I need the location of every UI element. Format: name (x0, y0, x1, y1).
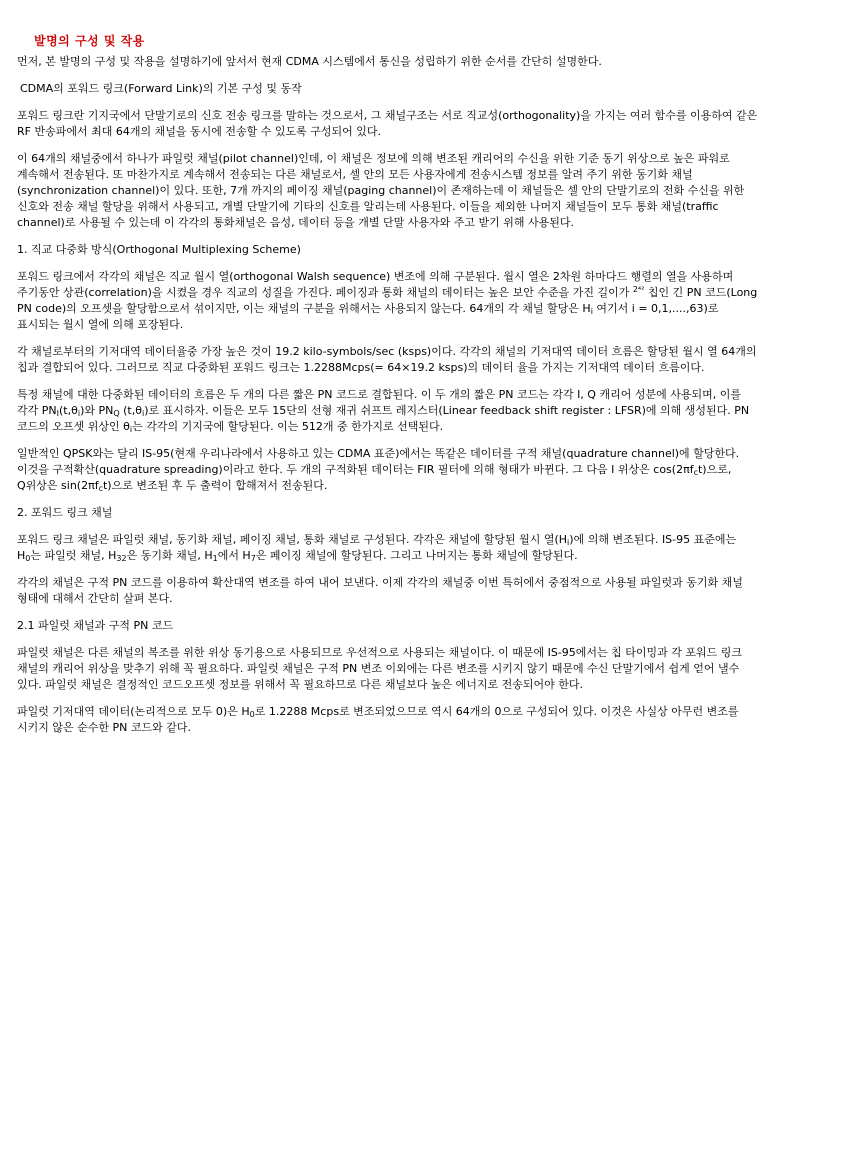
paragraph-quadrature-spreading: 일반적인 QPSK와는 달리 IS-95(현재 우리나라에서 사용하고 있는 CDMA 표준)에서는 똑같은 데이터를 구적 채널(quadrature channel)에 할당한다. 이것을 구적확산(quadrature spreading)이라고 한다. 두 개의 구적화된 데이터는 FIR 필터에 의해 형태가 바뀐다. 그 다음 I 위상은 $\cos(2\pi f_ct)$으로, Q위상은 $\sin(2\pi f_ct)$으로 변조된 후 두 출력이 합해져서 전송된다. (17, 447, 740, 493)
paragraph-data-rate: 각 채널로부터의 기저대역 데이터율중 가장 높은 것이 19.2 kilo-symbols/sec (ksps)이다. 각각의 채널의 기저대역 데이터 흐름은 할당된 월시 열 64개의 칩과 결합되어 있다. 그러므로 직교 다중화된 포워드 링크는 1.2288Mcps(= 64×19.2 ksps)의 데이터 율을 가지는 기저대역 데이터 흐름이다. (17, 345, 757, 374)
paragraph-intro: 먼저, 본 발명의 구성 및 작용을 설명하기에 앞서서 현재 CDMA 시스템에서 통신을 성립하기 위한 순서를 간단히 설명한다. (17, 55, 602, 68)
subheading-forward-link: CDMA의 포워드 링크(Forward Link)의 기본 구성 및 동작 (20, 82, 302, 95)
paragraph-channel-assignment: 포워드 링크 채널은 파일럿 채널, 동기화 채널, 페이징 채널, 통화 채널로 구성된다. 각각은 채널에 할당된 월시 열$(H_i)$에 의해 변조된다. IS-95 표준에는 $H_0$는 파일럿 채널, $H_{32}$은 동기화 채널, $H_1$에서 $H_7$은 페이징 채널에 할당된다. 그리고 나머지는 통화 채널에 할당된다. (17, 533, 737, 563)
paragraph-pn-codes: 특정 채널에 대한 다중화된 데이터의 흐름은 두 개의 다른 짧은 PN 코드로 결합된다. 이 두 개의 짧은 PN 코드는 각각 I, Q 캐리어 성분에 사용되며, 이를 각각 $PN_I(t,\theta_i)$와 $PN_Q$ $(t,\theta_i)$로 표시하자. 이들은 모두 15단의 선형 재귀 쉬프트 레지스터(Linear feedback shift register : LFSR)에 의해 생성된다. PN 코드의 오프셋 위상인 $\theta_i$는 각각의 기지국에 할당된다. 이는 512개 중 한가지로 선택된다. (17, 388, 750, 434)
section-heading: 발명의 구성 및 작용 (34, 34, 145, 48)
paragraph-spread-spectrum: 각각의 채널은 구적 PN 코드를 이용하여 확산대역 변조를 하여 내어 보낸다. 이제 각각의 채널중 이번 특허에서 중점적으로 사용될 파일럿과 동기화 채널 형태에 대해서 간단히 살펴 본다. (17, 576, 743, 605)
subheading-forward-link-channels: 2. 포워드 링크 채널 (17, 506, 113, 519)
subheading-orthogonal-multiplexing: 1. 직교 다중화 방식(Orthogonal Multiplexing Scheme) (17, 243, 301, 256)
paragraph-channels: 이 64개의 채널중에서 하나가 파일럿 채널(pilot channel)인데, 이 채널은 정보에 의해 변조된 캐리어의 수신을 위한 기준 동기 위상으로 높은 파워로 계속해서 전송된다. 또 마찬가지로 계속해서 전송되는 다른 채널로서, 셀 안의 모든 사용자에게 전송시스템 정보를 알려 주기 위한 동기화 채널(synchronization channel)이 있다. 또한, 7개 까지의 페이징 채널(paging channel)이 존재하는데 이 채널들은 셀 안의 단말기로의 전화 수신을 위한 신호와 전송 채널 할당을 위해서 사용되고, 개별 단말기에 기타의 신호를 알리는데 사용된다. 이들을 제외한 나머지 채널들이 모두 통화 채널(traffic channel)로 사용될 수 있는데 이 각각의 통화채널은 음성, 데이터 등을 개별 단말 사용자와 주고 받기 위해 사용된다. (17, 152, 745, 229)
paragraph-pilot-channel: 파일럿 채널은 다른 채널의 복조를 위한 위상 동기용으로 사용되므로 우선적으로 사용되는 채널이다. 이 때문에 IS-95에서는 칩 타이밍과 각 포워드 링크 채널의 캐리어 위상을 맞추기 위해 꼭 필요하다. 파일럿 채널은 구적 PN 변조 이외에는 다른 변조를 시키지 않기 때문에 수신 단말기에서 쉽게 얻어 낼수 있다. 파일럿 채널은 결정적인 코드오프셋 정보를 위해서 꼭 필요하므로 다른 채널보다 높은 에너지로 전송되어야 한다. (17, 646, 743, 691)
subheading-pilot-channel: 2.1 파일럿 채널과 구적 PN 코드 (17, 619, 174, 632)
paragraph-pilot-baseband: 파일럿 기저대역 데이터(논리적으로 모두 0)은 $H_0$로 1.2288 Mcps로 변조되었으므로 역시 64개의 0으로 구성되어 있다. 이것은 사실상 아무런 변조를 시키지 않은 순수한 PN 코드와 같다. (17, 705, 739, 734)
paragraph-forward-link-definition: 포워드 링크란 기지국에서 단말기로의 신호 전송 링크를 말하는 것으로서, 그 채널구조는 서로 직교성(orthogonality)을 가지는 여러 함수를 이용하여 같은 RF 반송파에서 최대 64개의 채널을 동시에 전송할 수 있도록 구성되어 있다. (17, 109, 758, 138)
paragraph-walsh-sequence: 포워드 링크에서 각각의 채널은 직교 월시 열(orthogonal Walsh sequence) 변조에 의해 구분된다. 월시 열은 2차원 하마다드 행렬의 열을 사용하며 주기동안 상관(correlation)을 시켰을 경우 직교의 성질을 가진다. 페이징과 통화 채널의 데이터는 높은 보안 수준을 가진 길이가 $^{2^{42}}$ 칩인 긴 PN 코드(Long PN code)의 오프셋을 할당함으로서 섞이지만, 이는 채널의 구분을 위해서는 사용되지 않는다. 64개의 각 채널 할당은 $H_i$ 여기서 i = 0,1,....,63)로 표시되는 월시 열에 의해 포장된다. (17, 270, 758, 331)
